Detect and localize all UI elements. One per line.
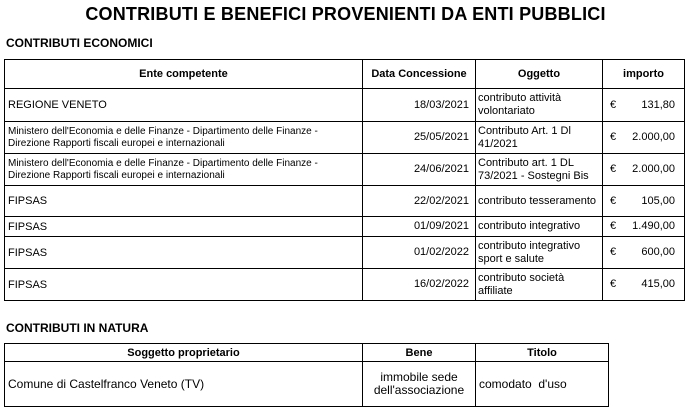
section-heading-economic: CONTRIBUTI ECONOMICI: [6, 36, 153, 50]
cell-importo: [603, 89, 685, 122]
cell-soggetto: Comune di Castelfranco Veneto (TV): [5, 362, 363, 407]
currency-symbol: €: [610, 131, 617, 143]
cell-data: 24/06/2021: [363, 154, 476, 186]
header-ente: Ente competente: [5, 60, 363, 89]
cell-importo: [603, 217, 685, 237]
cell-oggetto: contributo integrativo sport e salute: [476, 237, 603, 269]
cell-titolo: comodato d'uso: [476, 362, 609, 407]
cell-data: 16/02/2022: [363, 269, 476, 301]
currency-symbol: €: [610, 194, 617, 207]
cell-data: 01/09/2021: [363, 217, 476, 237]
header-bene: Bene: [363, 344, 476, 362]
table-header-row: [5, 60, 685, 89]
currency-symbol: €: [610, 163, 617, 175]
amount: 2.000,00: [632, 163, 675, 175]
cell-bene: immobile sede dell'associazione: [363, 362, 476, 407]
inkind-contributions-table: [4, 343, 609, 407]
cell-oggetto: Contributo art. 1 DL 73/2021 - Sostegni Bis: [476, 154, 603, 186]
table-header-row: [5, 344, 609, 362]
section-heading-inkind: CONTRIBUTI IN NATURA: [6, 321, 149, 335]
cell-importo: [603, 186, 685, 217]
currency-symbol: €: [610, 246, 617, 258]
cell-data: 01/02/2022: [363, 237, 476, 269]
cell-ente: Ministero dell'Economia e delle Finanze - Dipartimento delle Finanze - Direzione Rapporti fiscali europei e internazionali: [5, 154, 363, 186]
cell-ente: Ministero dell'Economia e delle Finanze - Dipartimento delle Finanze - Direzione Rapporti fiscali europei e internazionali: [5, 122, 363, 154]
header-importo: importo: [603, 60, 685, 89]
cell-importo: [603, 154, 685, 186]
table-row: [5, 186, 685, 217]
cell-oggetto: Contributo Art. 1 Dl 41/2021: [476, 122, 603, 154]
header-oggetto: Oggetto: [476, 60, 603, 89]
header-soggetto: Soggetto proprietario: [5, 344, 363, 362]
currency-symbol: €: [610, 220, 617, 232]
page-title: CONTRIBUTI E BENEFICI PROVENIENTI DA ENTI PUBBLICI: [85, 4, 606, 24]
cell-ente: FIPSAS: [5, 237, 363, 269]
cell-oggetto: contributo tesseramento: [476, 186, 603, 217]
currency-symbol: €: [610, 278, 617, 290]
economic-contributions-table: [4, 59, 685, 301]
cell-ente: REGIONE VENETO: [5, 89, 363, 122]
cell-importo: [603, 122, 685, 154]
table-row: [5, 154, 685, 186]
header-titolo: Titolo: [476, 344, 609, 362]
cell-importo: [603, 237, 685, 269]
table-row: [5, 362, 609, 407]
cell-ente: FIPSAS: [5, 217, 363, 237]
table-row: [5, 89, 685, 122]
cell-data: 22/02/2021: [363, 186, 476, 217]
table-row: [5, 122, 685, 154]
cell-ente: FIPSAS: [5, 186, 363, 217]
cell-oggetto: contributo integrativo: [476, 217, 603, 237]
currency-symbol: €: [610, 98, 617, 111]
cell-data: 18/03/2021: [363, 89, 476, 122]
amount: 415,00: [641, 278, 675, 290]
amount: 1.490,00: [632, 220, 675, 232]
cell-importo: [603, 269, 685, 301]
cell-ente: FIPSAS: [5, 269, 363, 301]
amount: 131,80: [641, 98, 675, 111]
cell-oggetto: contributo società affiliate: [476, 269, 603, 301]
table-row: [5, 237, 685, 269]
header-data: Data Concessione: [363, 60, 476, 89]
table-row: [5, 217, 685, 237]
cell-oggetto: contributo attività volontariato: [476, 89, 603, 122]
amount: 600,00: [641, 246, 675, 258]
table-row: [5, 269, 685, 301]
amount: 2.000,00: [632, 131, 675, 143]
cell-data: 25/05/2021: [363, 122, 476, 154]
amount: 105,00: [641, 194, 675, 207]
